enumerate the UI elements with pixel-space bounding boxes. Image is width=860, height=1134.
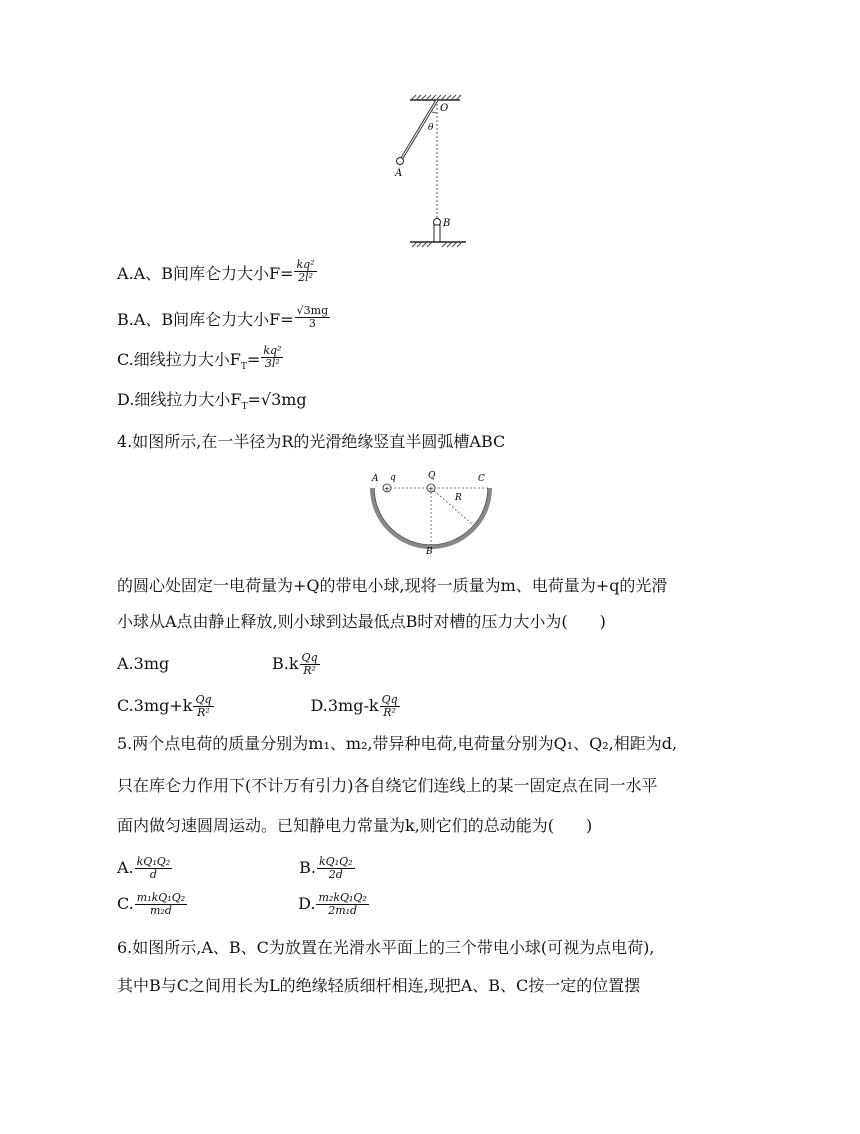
q4-options-row2: C.3mg+k $\frac{Qq}{\text{R²}}$ D.3mg-k $\frac{Qq}{\text{R²}}$ (117, 693, 398, 719)
q3-option-a: A.A、B间库仑力大小F= $\frac{\text{kq²}}{\text{2l²}}$ (117, 258, 315, 284)
svg-text:+: + (428, 485, 434, 493)
q5-text-line1: 5.两个点电荷的质量分别为m₁、m₂,带异种电荷,电荷量分别为Q₁、Q₂,相距为d, (117, 734, 678, 753)
q4-text-line1: 4.如图所示,在一半径为R的光滑绝缘竖直半圆弧槽ABC (117, 432, 506, 451)
q3-option-c: C.细线拉力大小$F_T=$ $\frac{\text{kq²}}{\text{3l²}}$ (117, 344, 282, 373)
label-theta: θ (428, 123, 434, 133)
q5-options-row2: C. $\frac{\text{m₁kQ₁Q₂}}{\text{m₂d}}$ D. $\frac{\text{m₂kQ₁Q₂}}{\text{2m₁d}}$ (117, 891, 367, 917)
svg-text:+: + (384, 485, 390, 493)
label-B: B (443, 218, 451, 229)
q3-option-b: B.A、B间库仑力大小F= $\frac{√3mg}{3}$ (117, 304, 329, 330)
q6-text-line1: 6.如图所示,A、B、C为放置在光滑水平面上的三个带电小球(可视为点电荷), (117, 938, 655, 957)
q5-options-row1: A. $\frac{\text{kQ₁Q₂}}{d}$ B. $\frac{\text{kQ₁Q₂}}{2d}$ (117, 855, 353, 881)
label-Q: Q (428, 471, 436, 481)
pendulum-figure (380, 92, 470, 252)
q6-text-line2: 其中B与C之间用长为L的绝缘轻质细杆相连,现把A、B、C按一定的位置摆 (117, 976, 641, 995)
label-O: O (440, 103, 449, 114)
label-B: B (426, 547, 433, 556)
q4-text-line2: 的圆心处固定一电荷量为+Q的带电小球,现将一质量为m、电荷量为+q的光滑 (117, 576, 668, 595)
label-A: A (372, 474, 379, 484)
q5-text-line3: 面内做匀速圆周运动。已知静电力常量为k,则它们的总动能为( ) (117, 816, 593, 835)
semicircle-groove-figure (368, 466, 498, 556)
label-R: R (455, 493, 462, 503)
q4-text-line3: 小球从A点由静止释放,则小球到达最低点B时对槽的压力大小为( ) (117, 612, 606, 631)
label-q: q (390, 473, 396, 483)
q5-text-line2: 只在库仑力作用下(不计万有引力)各自绕它们连线上的某一固定点在同一水平 (117, 776, 658, 795)
q3-option-d: D.细线拉力大小$F_T=√3mg$ (117, 390, 307, 413)
q4-options-row1: A.3mg B.k $\frac{Qq}{\text{R²}}$ (117, 651, 318, 677)
label-C: C (478, 474, 485, 484)
label-A: A (395, 168, 403, 179)
